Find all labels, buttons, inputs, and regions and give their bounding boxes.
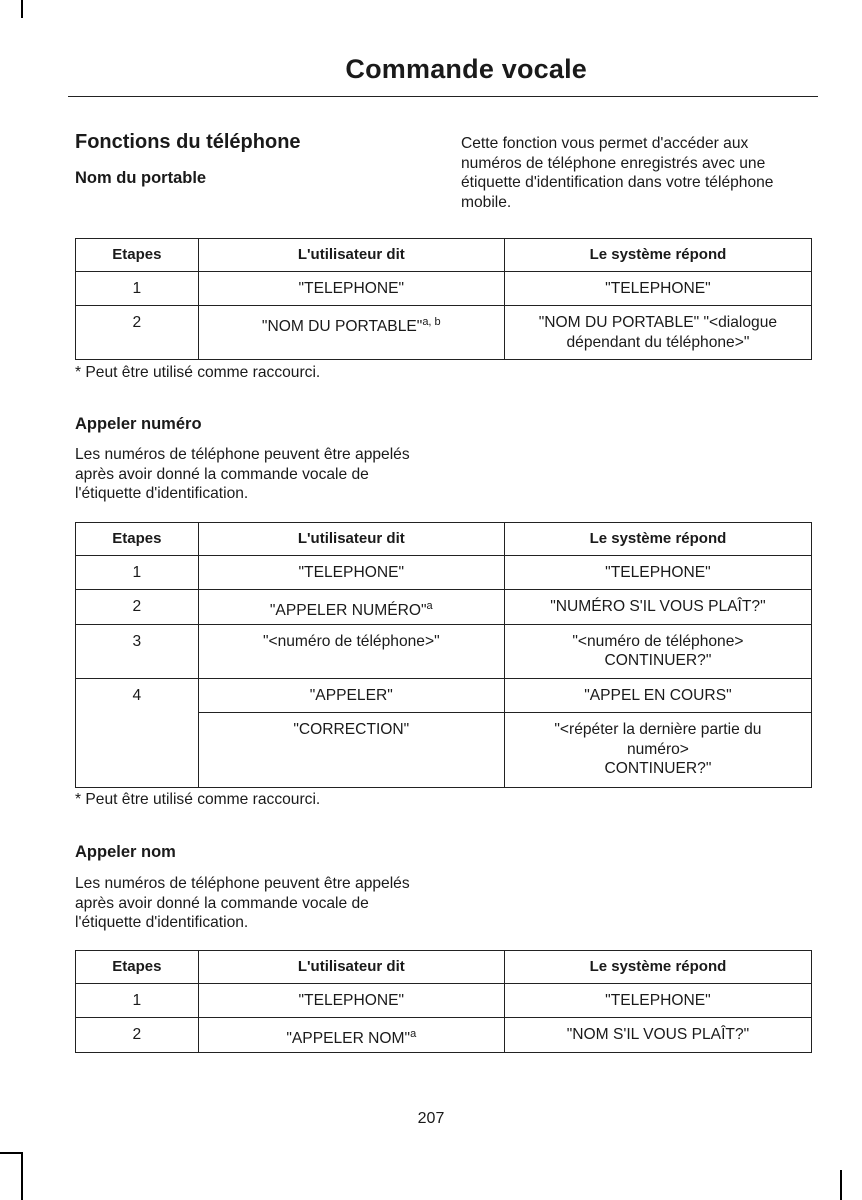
cell-user: "TELEPHONE"	[198, 983, 504, 1018]
cell-user: "TELEPHONE"	[198, 555, 504, 590]
cell-step: 2	[76, 590, 199, 625]
cell-system-line: "<répéter la dernière partie du	[554, 721, 762, 738]
cell-system: "NUMÉRO S'IL VOUS PLAÎT?"	[504, 590, 811, 625]
col-header-system-responds: Le système répond	[504, 523, 811, 556]
col-header-steps: Etapes	[76, 951, 199, 984]
cell-system: "NOM DU PORTABLE" "<dialogue dépendant du téléphone>"	[504, 306, 811, 360]
footnote-marker: a	[410, 1028, 417, 1040]
table-row	[76, 271, 812, 306]
crop-mark-bottom-left-vertical	[21, 1152, 23, 1200]
page-number: 207	[417, 1110, 445, 1127]
col-header-user-says: L'utilisateur dit	[198, 951, 504, 984]
cell-step: 4	[76, 678, 199, 787]
table-header-row	[76, 523, 812, 556]
cell-user-text: "APPELER NOM"	[286, 1030, 411, 1047]
cell-system	[504, 624, 811, 678]
cell-system: "TELEPHONE"	[504, 271, 811, 306]
footnote: * Peut être utilisé comme raccourci.	[75, 364, 321, 381]
cell-user	[198, 590, 504, 625]
table2-text: Les numéros de téléphone peuvent être appelés après avoir donné la commande vocale de l'étiquette d'identification.	[75, 446, 410, 502]
cell-step: 1	[76, 271, 199, 306]
col-header-system-responds: Le système répond	[504, 239, 811, 272]
table-row	[76, 983, 812, 1018]
cell-step: 1	[76, 555, 199, 590]
cell-user-text: "APPELER NUMÉRO"	[269, 602, 427, 619]
col-header-user-says: L'utilisateur dit	[198, 523, 504, 556]
table-row	[76, 1018, 812, 1053]
cell-user	[198, 306, 504, 360]
crop-mark-bottom-right	[840, 1170, 842, 1200]
table-row	[76, 624, 812, 678]
col-header-steps: Etapes	[76, 523, 199, 556]
table-row	[76, 555, 812, 590]
cell-system: "TELEPHONE"	[504, 555, 811, 590]
table-appeler-nom	[75, 950, 812, 1053]
table-row	[76, 590, 812, 625]
table-appeler-numero	[75, 522, 812, 788]
col-header-steps: Etapes	[76, 239, 199, 272]
cell-system-line: CONTINUER?"	[604, 760, 712, 777]
table3-text: Les numéros de téléphone peuvent être appelés après avoir donné la commande vocale de l'étiquette d'identification.	[75, 875, 410, 931]
cell-system: "APPEL EN COURS"	[504, 678, 811, 713]
cell-step: 1	[76, 983, 199, 1018]
cell-user: "<numéro de téléphone>"	[198, 624, 504, 678]
cell-user: "TELEPHONE"	[198, 271, 504, 306]
cell-system-line: CONTINUER?"	[604, 652, 712, 669]
cell-system: "NOM S'IL VOUS PLAÎT?"	[504, 1018, 811, 1053]
table3-title: Appeler nom	[75, 843, 176, 861]
section-intro: Cette fonction vous permet d'accéder aux numéros de téléphone enregistrés avec une étiquette d'identification dans votre téléphone mobile.	[461, 135, 774, 211]
footnote: * Peut être utilisé comme raccourci.	[75, 791, 321, 808]
cell-step: 2	[76, 1018, 199, 1053]
cell-system: "TELEPHONE"	[504, 983, 811, 1018]
cell-step: 2	[76, 306, 199, 360]
cell-system-line: "<numéro de téléphone>	[572, 632, 744, 650]
cell-user	[198, 1018, 504, 1053]
cell-user-text: "NOM DU PORTABLE"	[261, 318, 423, 335]
table-row	[76, 306, 812, 360]
footnote-marker: a, b	[422, 316, 441, 328]
cell-step: 3	[76, 624, 199, 678]
col-header-system-responds: Le système répond	[504, 951, 811, 984]
table-header-row	[76, 239, 812, 272]
section-title: Fonctions du téléphone	[75, 131, 301, 153]
table-header-row	[76, 951, 812, 984]
table-nom-du-portable	[75, 238, 812, 360]
table2-title: Appeler numéro	[75, 415, 202, 433]
crop-mark-bottom-left	[0, 1152, 21, 1154]
header-divider	[68, 96, 818, 97]
cell-user: "APPELER"	[198, 678, 504, 713]
footnote-marker: a	[426, 600, 433, 612]
page-title: Commande vocale	[345, 54, 587, 84]
table-row	[76, 678, 812, 713]
col-header-user-says: L'utilisateur dit	[198, 239, 504, 272]
cell-user: "CORRECTION"	[198, 713, 504, 788]
crop-mark-top-left	[21, 0, 23, 18]
table1-title: Nom du portable	[75, 169, 207, 187]
cell-system-line: numéro>	[626, 740, 689, 758]
cell-system	[504, 713, 811, 788]
